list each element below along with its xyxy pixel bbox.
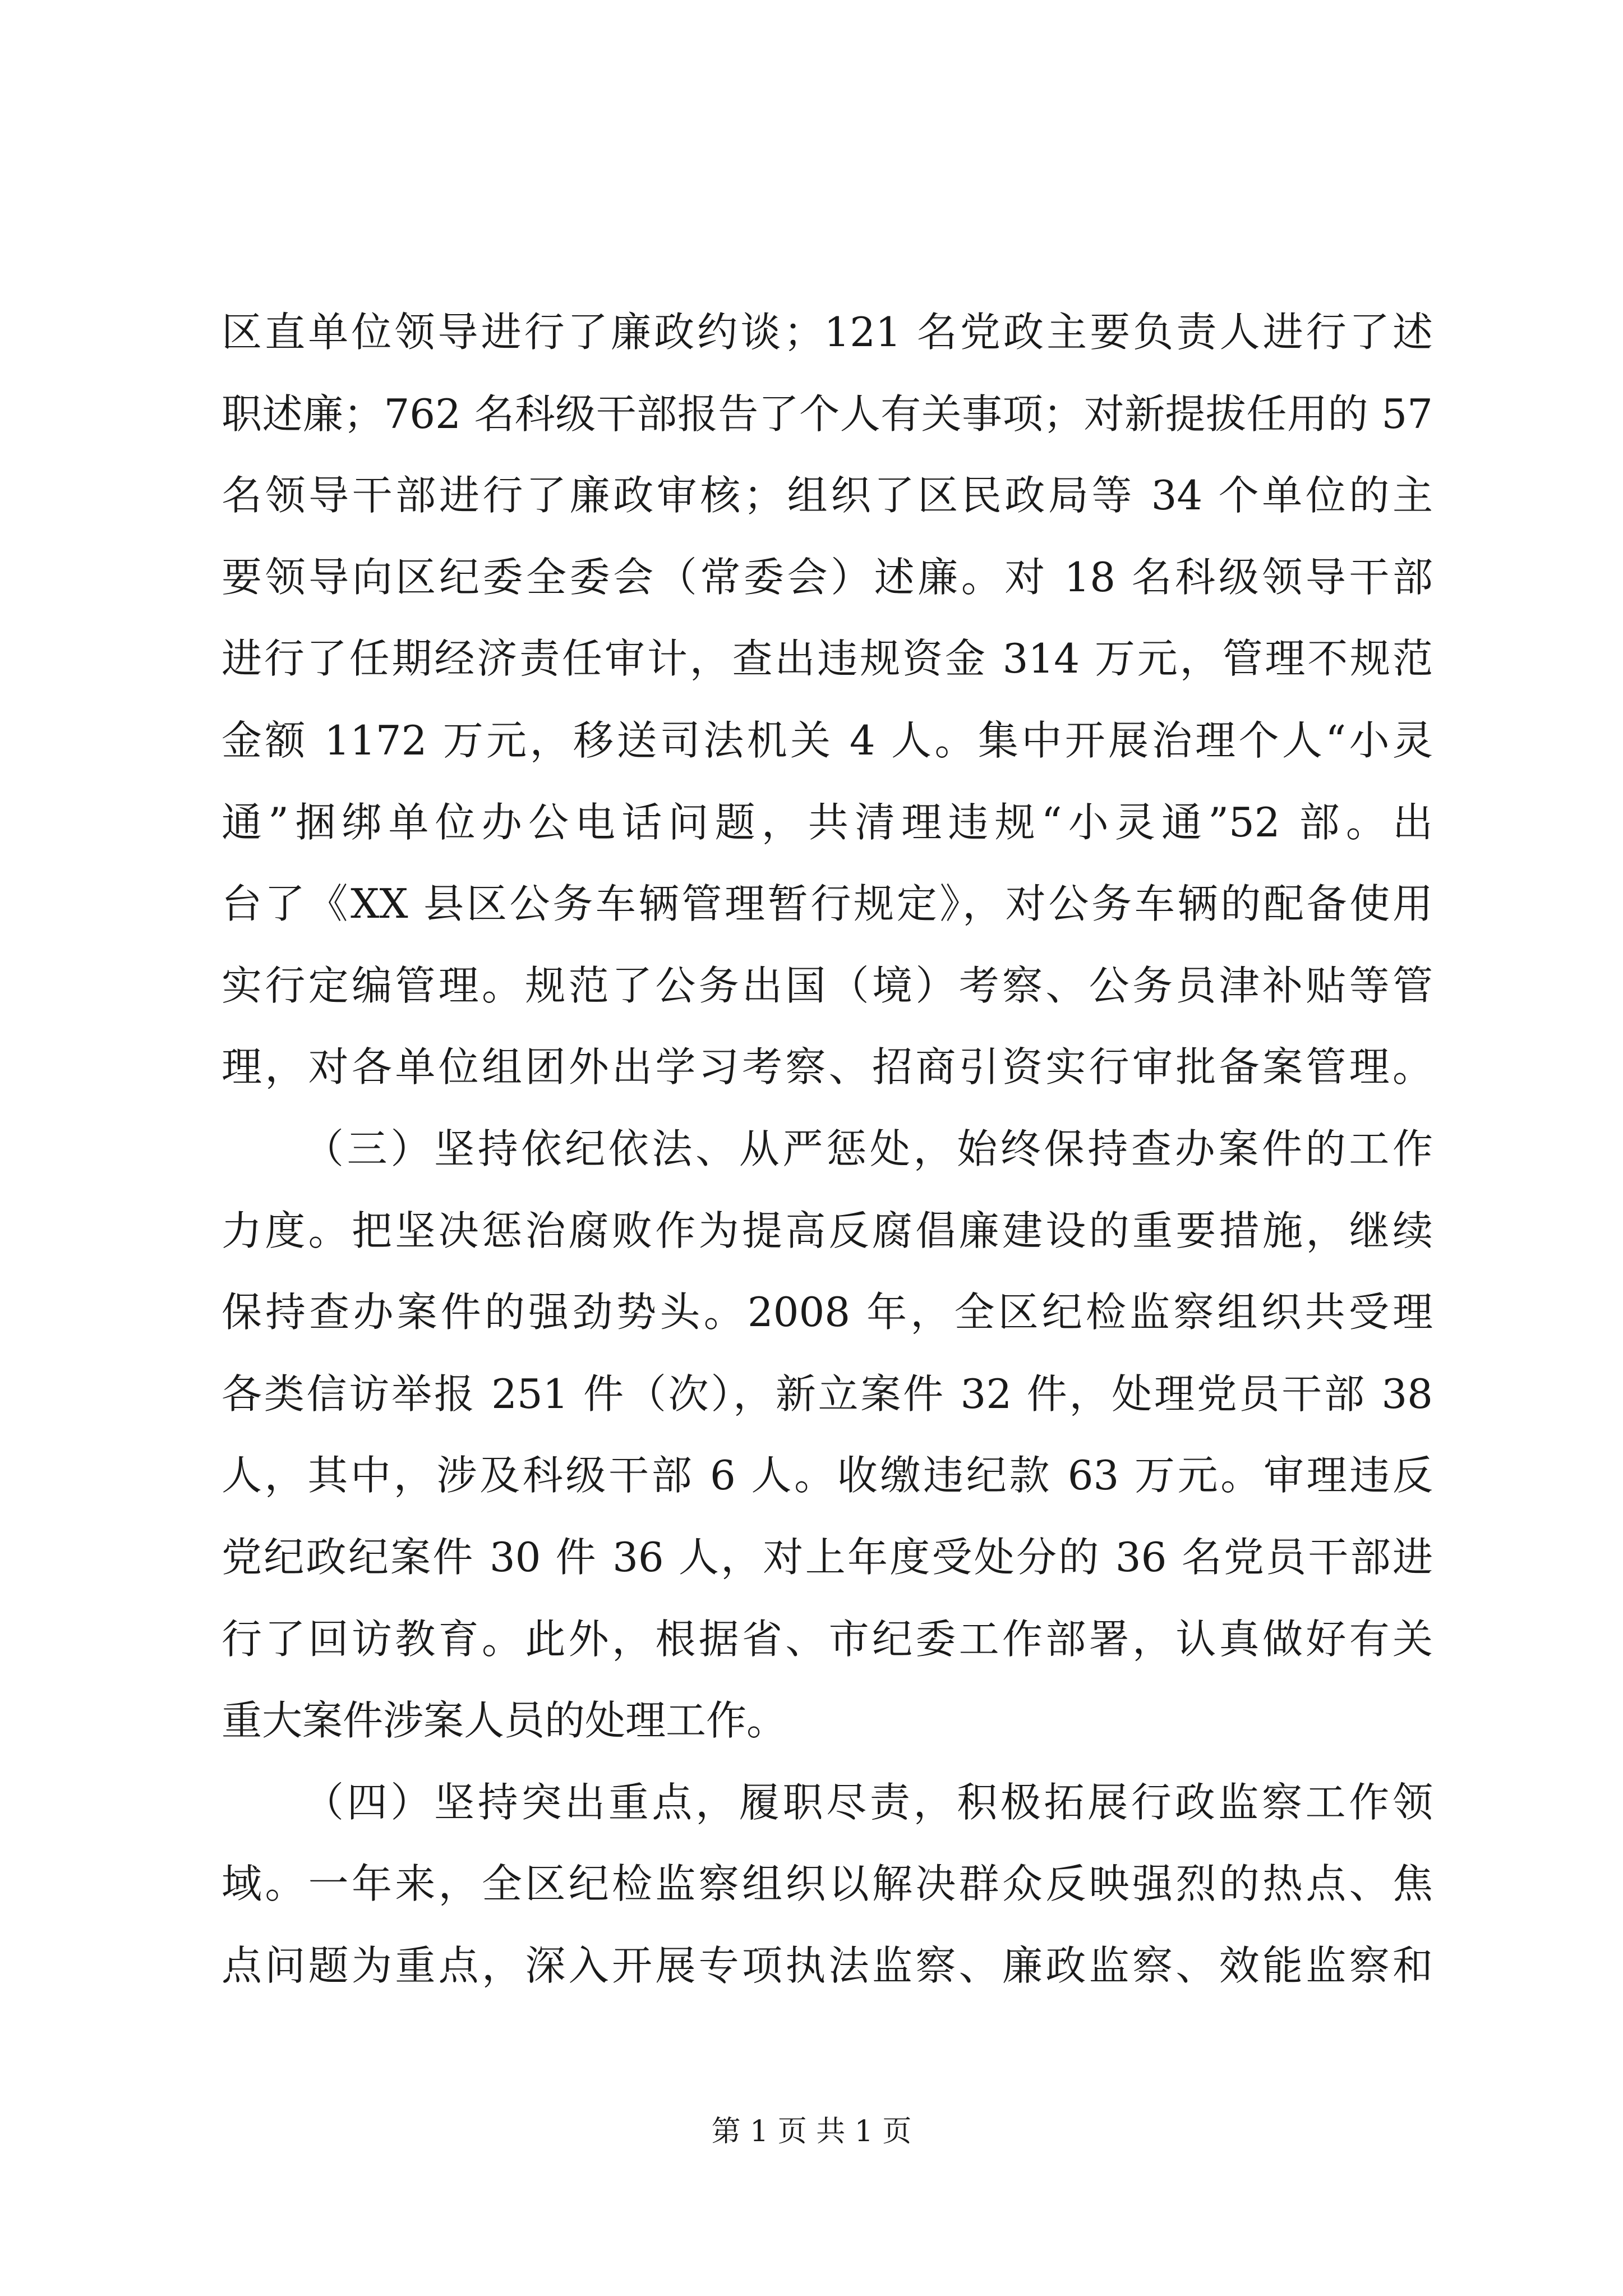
text-line: 重大案件涉案人员的处理工作。 (222, 1697, 787, 1745)
text-line: 金额 1172 万元，移送司法机关 4 人。集中开展治理个人“小灵 (222, 716, 1433, 764)
text-line: 区直单位领导进行了廉政约谈；121 名党政主要负责人进行了述 (222, 309, 1433, 356)
page-number-footer: 第 1 页 共 1 页 (711, 2115, 912, 2148)
text-line: 实行定编管理。规范了公务出国（境）考察、公务员津补贴等管 (222, 961, 1433, 1009)
text-line: 进行了任期经济责任审计，查出违规资金 314 万元，管理不规范 (222, 635, 1433, 683)
text-line: 台了《XX 县区公务车辆管理暂行规定》，对公务车辆的配备使用 (222, 880, 1433, 928)
section-heading-line: （四）坚持突出重点，履职尽责，积极拓展行政监察工作领 (303, 1778, 1433, 1826)
text-line: 点问题为重点，深入开展专项执法监察、廉政监察、效能监察和 (222, 1941, 1433, 1989)
body-text (222, 292, 1433, 2007)
text-line: 名领导干部进行了廉政审核；组织了区民政局等 34 个单位的主 (222, 472, 1433, 519)
text-line: 理，对各单位组团外出学习考察、招商引资实行审批备案管理。 (222, 1043, 1433, 1091)
text-line: 保持查办案件的强劲势头。2008 年，全区纪检监察组织共受理 (222, 1289, 1433, 1336)
text-line: 党纪政纪案件 30 件 36 人，对上年度受处分的 36 名党员干部进 (222, 1533, 1433, 1581)
text-line: 通”捆绑单位办公电话问题，共清理违规“小灵通”52 部。出 (222, 798, 1433, 846)
text-line: 要领导向区纪委全委会（常委会）述廉。对 18 名科级领导干部 (222, 553, 1433, 601)
text-line: 力度。把坚决惩治腐败作为提高反腐倡廉建设的重要措施，继续 (222, 1207, 1433, 1254)
text-line: 行了回访教育。此外，根据省、市纪委工作部署，认真做好有关 (222, 1615, 1433, 1663)
text-line: 域。一年来，全区纪检监察组织以解决群众反映强烈的热点、焦 (222, 1860, 1433, 1908)
section-heading-line: （三）坚持依纪依法、从严惩处，始终保持查办案件的工作 (303, 1125, 1433, 1172)
text-line: 人，其中，涉及科级干部 6 人。收缴违纪款 63 万元。审理违反 (222, 1452, 1433, 1499)
text-line: 各类信访举报 251 件（次），新立案件 32 件，处理党员干部 38 (222, 1370, 1433, 1418)
text-line: 职述廉；762 名科级干部报告了个人有关事项；对新提拔任用的 57 (222, 390, 1433, 438)
